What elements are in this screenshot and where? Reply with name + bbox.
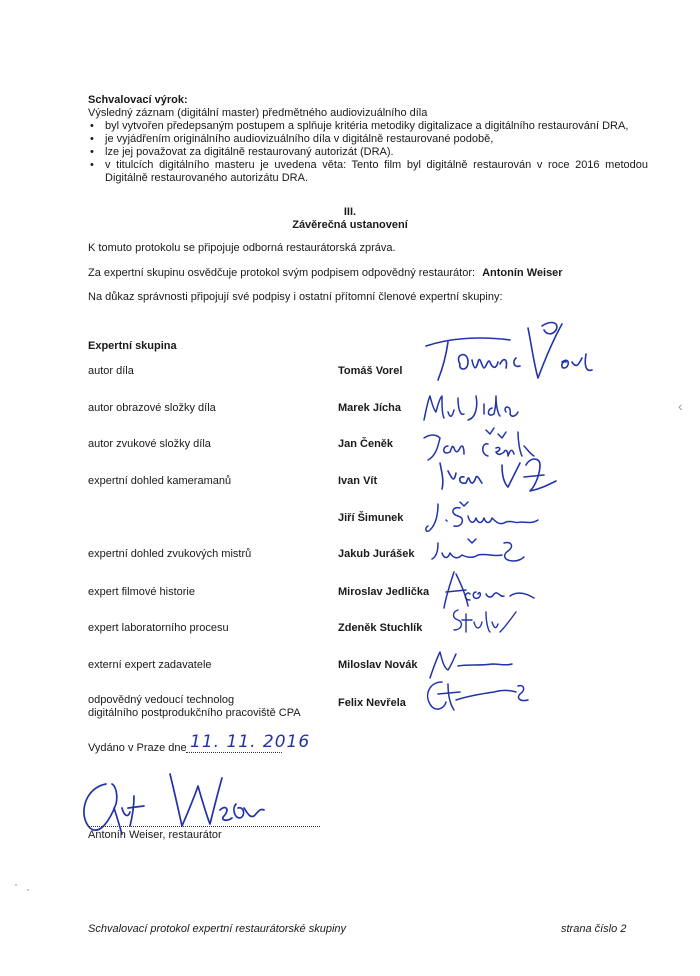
member-name: Miloslav Novák: [338, 659, 418, 671]
member-name: Tomáš Vorel: [338, 365, 403, 377]
signature-jedlicka: [440, 568, 540, 612]
member-name: Ivan Vít: [338, 475, 378, 487]
member-name: Felix Nevřela: [338, 697, 406, 709]
group-title: Expertní skupina: [88, 340, 177, 352]
approval-intro: Výsledný záznam (digitální master) předmětného audiovizuálního díla: [88, 107, 428, 119]
signature-jicha: [420, 390, 530, 424]
signature-nevrela: [420, 674, 550, 718]
approval-statement: [88, 94, 648, 185]
member-role: expert laboratorního procesu: [88, 622, 229, 634]
member-role: expertní dohled zvukových mistrů: [88, 548, 252, 560]
paragraph-restorer-text: Za expertní skupinu osvědčuje protokol svým podpisem odpovědný restaurátor:: [88, 267, 476, 279]
member-role: autor zvukové složky díla: [88, 438, 211, 450]
issued-line: [88, 742, 187, 754]
signature-dotted-line: [88, 826, 320, 827]
footer-title: Schvalovací protokol expertní restaurátorské skupiny: [88, 923, 347, 935]
signature-vit: [432, 455, 560, 495]
member-name: Jakub Jurášek: [338, 548, 415, 560]
member-name: Miroslav Jedlička: [338, 586, 430, 598]
list-item: • v titulcích digitálního masteru je uvedena věta: Tento film byl digitálně restaurován v roce 2016 metodou Digitálně restaurovaného autorizátu DRA.: [88, 159, 648, 185]
member-role: externí expert zadavatele: [88, 659, 212, 671]
page-number: strana číslo 2: [561, 923, 627, 935]
list-item: • byl vytvořen předepsaným postupem a splňuje kritéria metodiky digitalizace a digitálního restaurování DRA,: [88, 120, 648, 133]
signature-cenek: [418, 424, 543, 466]
approval-heading: Schvalovací výrok:: [88, 94, 188, 106]
member-role: expert filmové historie: [88, 586, 195, 598]
scan-mark: ‹: [678, 398, 683, 414]
issued-date: 11. 11. 2016: [190, 732, 311, 752]
scan-speck: [15, 884, 17, 886]
signature-novak: [426, 646, 516, 682]
section-number: III.: [343, 206, 357, 218]
member-role-line2: digitálního postprodukčního pracoviště CPA: [88, 707, 301, 719]
member-name: Zdeněk Stuchlík: [338, 622, 423, 634]
member-name: Jiří Šimunek: [338, 512, 404, 524]
paragraph-restorer: [88, 267, 563, 279]
approval-list: [88, 120, 648, 185]
signature-simunek: [420, 498, 550, 538]
member-role: expertní dohled kameramanů: [88, 475, 232, 487]
restorer-signature-name: Antonín Weiser, restaurátor: [88, 829, 222, 841]
member-role: odpovědný vedoucí technolog: [88, 694, 235, 706]
section-title: Závěrečná ustanovení: [292, 219, 408, 231]
scan-speck: [27, 889, 29, 891]
member-name: Jan Čeněk: [338, 438, 394, 450]
signature-stuchlik: [448, 604, 520, 642]
list-item: • je vyjádřením originálního audiovizuálního díla v digitálně restaurované podobě,: [88, 133, 648, 146]
paragraph-members: Na důkaz správnosti připojují své podpisy i ostatní přítomní členové expertní skupiny:: [88, 291, 503, 303]
date-dotted-line: [186, 752, 282, 753]
signature-vorel: [420, 318, 600, 388]
paragraph-report: K tomuto protokolu se připojuje odborná restaurátorská zpráva.: [88, 242, 396, 254]
member-role: autor díla: [88, 365, 134, 377]
member-name: Marek Jícha: [338, 402, 401, 414]
list-item: • lze jej považovat za digitálně restaurovaný autorizát (DRA).: [88, 146, 648, 159]
restorer-name: Antonín Weiser: [482, 267, 563, 279]
member-role: autor obrazové složky díla: [88, 402, 216, 414]
signature-jurasek: [428, 535, 528, 569]
issued-label: Vydáno v Praze dne: [88, 742, 187, 754]
